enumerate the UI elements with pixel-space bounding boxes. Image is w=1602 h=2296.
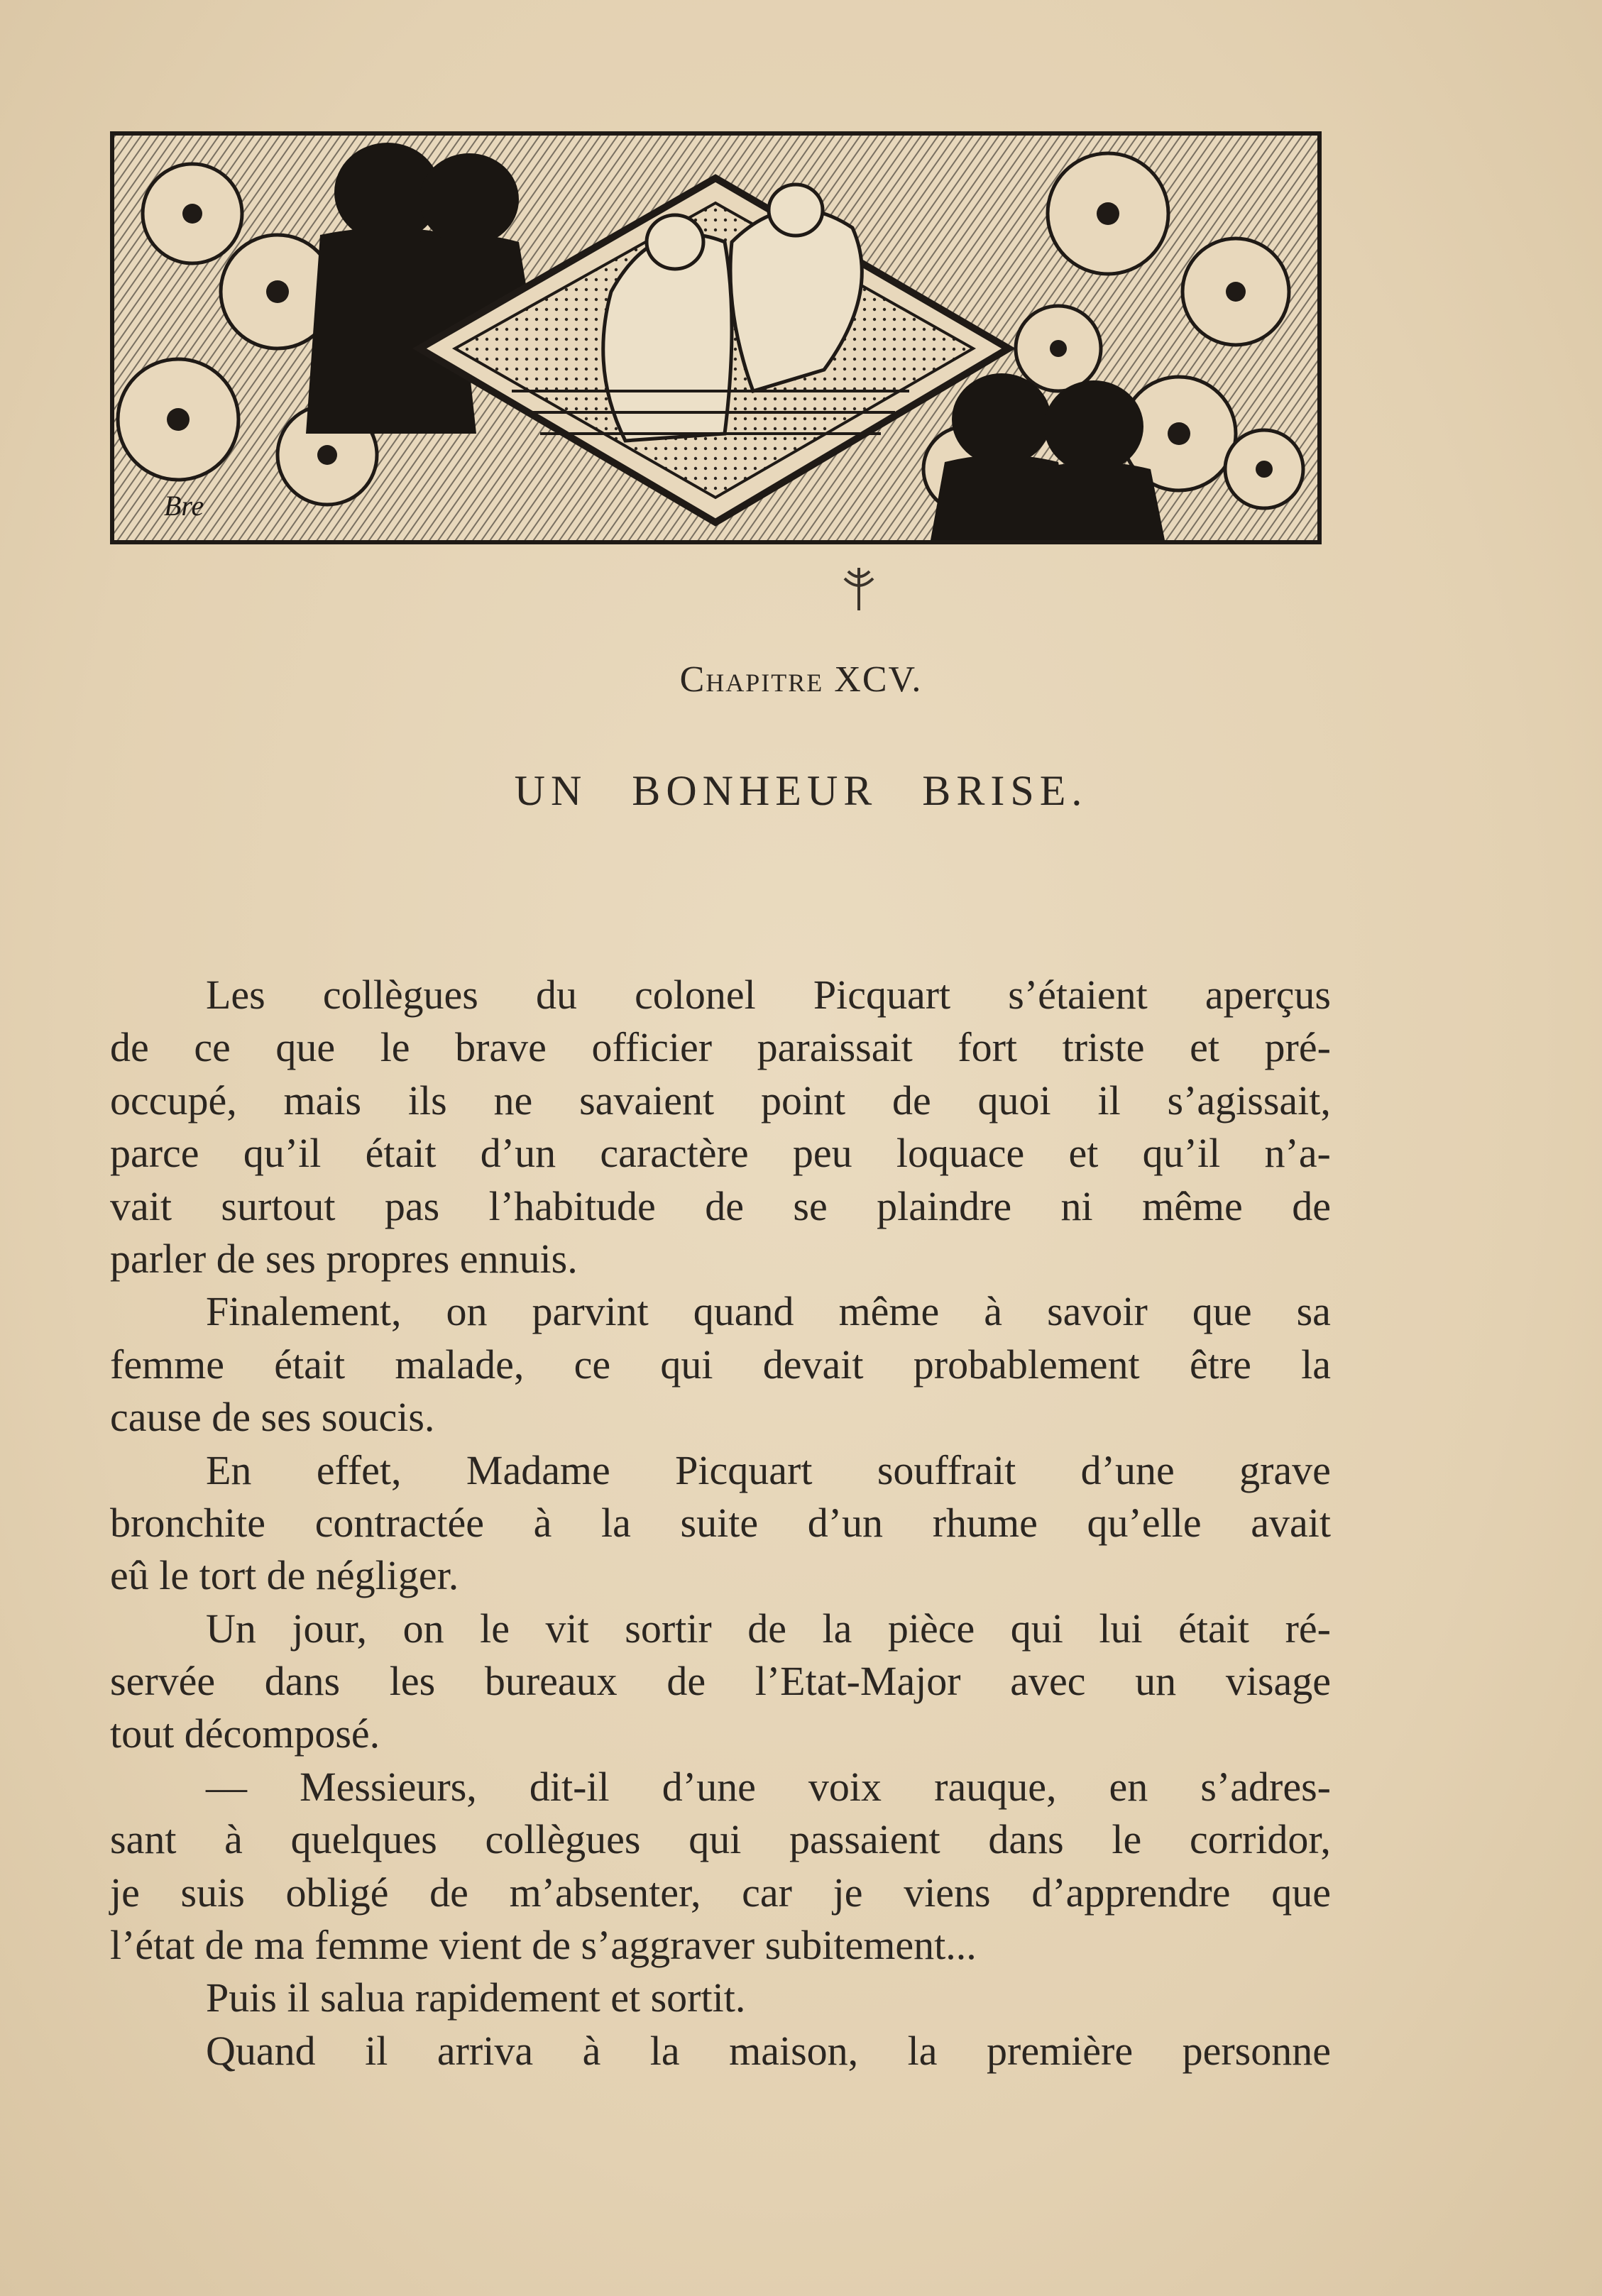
text-line: servée dans les bureaux de l’Etat-Major avec un visage bbox=[110, 1658, 1331, 1705]
chapter-heading: Chapitre XCV. bbox=[679, 659, 923, 700]
text-line: sant à quelques collègues qui passaient dans le corridor, bbox=[110, 1816, 1331, 1863]
text-line: je suis obligé de m’absenter, car je viens d’apprendre que bbox=[110, 1869, 1331, 1916]
chapter-title: UN BONHEUR BRISE. bbox=[514, 767, 1088, 814]
text-line: de ce que le brave officier paraissait fort triste et pré- bbox=[110, 1024, 1331, 1071]
text-line: eû le tort de négliger. bbox=[110, 1552, 459, 1599]
text-line: femme était malade, ce qui devait probablement être la bbox=[110, 1341, 1331, 1388]
text-line: parler de ses propres ennuis. bbox=[110, 1235, 578, 1282]
body-text bbox=[110, 969, 1331, 2077]
decorative-engraving-icon bbox=[114, 136, 1317, 540]
small-ornament-icon bbox=[816, 561, 901, 617]
text-line: Finalement, on parvint quand même à savoir que sa bbox=[206, 1288, 1331, 1335]
text-line: Quand il arriva à la maison, la première personne bbox=[206, 2027, 1331, 2074]
text-line: parce qu’il était d’un caractère peu loquace et qu’il n’a- bbox=[110, 1130, 1331, 1177]
text-line: Les collègues du colonel Picquart s’étaient aperçus bbox=[206, 972, 1331, 1018]
text-line: En effet, Madame Picquart souffrait d’une grave bbox=[206, 1446, 1331, 1493]
decorative-engraving bbox=[110, 131, 1322, 544]
text-line: tout décomposé. bbox=[110, 1710, 380, 1757]
text-line: l’état de ma femme vient de s’aggraver subitement... bbox=[110, 1922, 977, 1969]
text-line: Puis il salua rapidement et sortit. bbox=[206, 1974, 746, 2021]
text-line: cause de ses soucis. bbox=[110, 1394, 435, 1441]
text-line: bronchite contractée à la suite d’un rhume qu’elle avait bbox=[110, 1499, 1331, 1546]
text-line: Un jour, on le vit sortir de la pièce qui lui était ré- bbox=[206, 1605, 1331, 1652]
text-line: — Messieurs, dit-il d’une voix rauque, en s’adres- bbox=[206, 1763, 1331, 1810]
engraver-signature: Bre bbox=[164, 490, 204, 522]
text-line: vait surtout pas l’habitude de se plaindre ni même de bbox=[110, 1182, 1331, 1229]
text-line: occupé, mais ils ne savaient point de quoi il s’agissait, bbox=[110, 1077, 1331, 1124]
